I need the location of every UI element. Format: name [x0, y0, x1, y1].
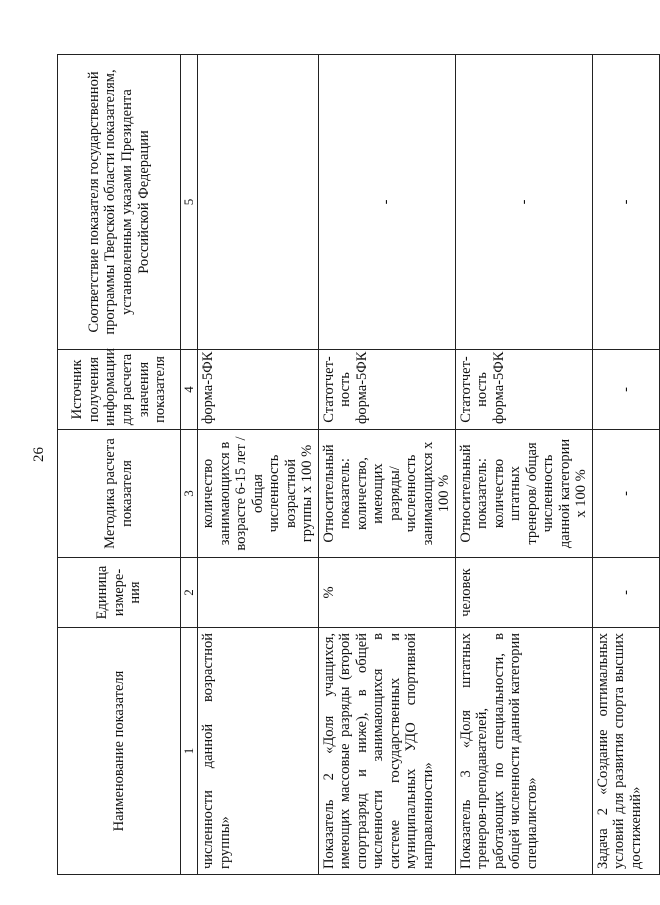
indicators-table [57, 54, 660, 875]
header-compliance: Соответствие показателя государственной программы Тверской области показателям, установленным указами Президента Российской Федерации [58, 55, 181, 350]
table-row [198, 55, 319, 875]
compliance-cell [198, 55, 319, 350]
unit-cell: человек [455, 558, 592, 628]
table-row [455, 55, 592, 875]
compliance-cell: - [455, 55, 592, 350]
unit-cell [198, 558, 319, 628]
column-number: 3 [181, 430, 198, 558]
compliance-cell: - [592, 55, 659, 350]
column-number: 2 [181, 558, 198, 628]
column-number-row [181, 55, 198, 875]
page-number: 26 [31, 447, 47, 462]
column-number: 1 [181, 628, 198, 875]
method-cell: количество занимающихся в возрасте 6-15 лет / общая численность возрастной группы х 100 % [198, 430, 319, 558]
method-cell: - [592, 430, 659, 558]
column-number: 5 [181, 55, 198, 350]
source-cell: Статотчет-ность форма-5ФК [318, 350, 455, 430]
indicator-name-cell: Задача 2 «Создание оптимальных условий для развития спорта высших достижений» [592, 628, 659, 875]
header-method: Методика расчета показателя [58, 430, 181, 558]
indicator-name-cell: Показатель 2 «Доля учащихся, имеющих массовые разряды (второй спортразряд и ниже), в общей численности занимающихся в системе государственных и муниципальных УДО спортивной направленности» [318, 628, 455, 875]
indicator-name-cell: численности данной возрастной группы» [198, 628, 319, 875]
source-cell: - [592, 350, 659, 430]
header-source: Источник получения информации для расчета значения показателя [58, 350, 181, 430]
table-row [318, 55, 455, 875]
method-cell: Относительный показатель: количество штатных тренеров/ общая численность данной категории х 100 % [455, 430, 592, 558]
method-cell: Относительный показатель: количество, имеющих разряды/ численность занимающихся х 100 % [318, 430, 455, 558]
table-row [592, 55, 659, 875]
table-header-row [58, 55, 181, 875]
unit-cell: % [318, 558, 455, 628]
indicator-name-cell: Показатель 3 «Доля штатных тренеров-преподавателей, работающих по специальности, в общей численности данной категории специалистов» [455, 628, 592, 875]
header-unit: Единица измере-ния [58, 558, 181, 628]
source-cell: форма-5ФК [198, 350, 319, 430]
compliance-cell: - [318, 55, 455, 350]
column-number: 4 [181, 350, 198, 430]
header-indicator-name: Наименование показателя [58, 628, 181, 875]
unit-cell: - [592, 558, 659, 628]
rotated-table-container [57, 55, 644, 875]
source-cell: Статотчет-ность форма-5ФК [455, 350, 592, 430]
